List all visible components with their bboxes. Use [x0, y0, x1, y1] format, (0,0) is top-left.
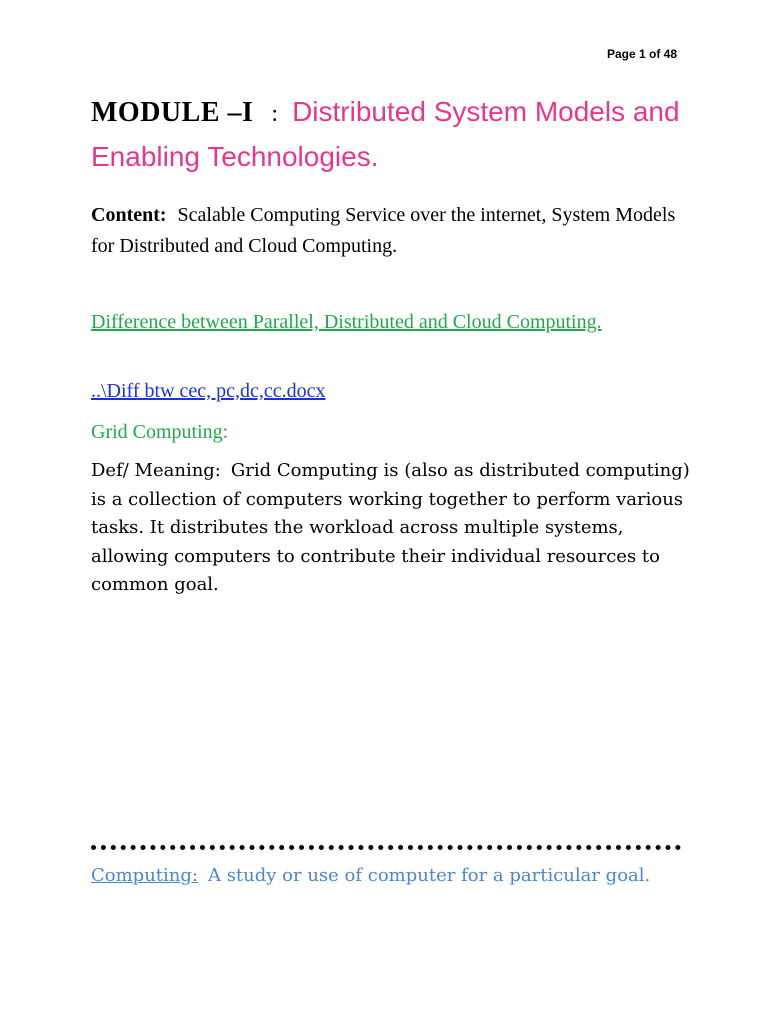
footnote-text: A study or use of computer for a particular goal.: [207, 865, 651, 886]
dotted-divider: [91, 845, 681, 850]
module-title: Distributed System Models and Enabling Technologies.: [91, 96, 680, 172]
module-label: MODULE –I: [91, 97, 254, 128]
content-text: Scalable Computing Service over the internet, System Models for Distributed and Cloud Computing.: [91, 204, 676, 257]
docx-file-link[interactable]: ..\Diff btw cec, pc,dc,cc.docx: [91, 380, 326, 402]
page-number: Page 1 of 48: [606, 47, 677, 61]
definition-label: Def/ Meaning:: [91, 460, 221, 481]
module-heading: [91, 92, 691, 182]
footnote: [91, 861, 691, 891]
content-label: Content:: [91, 204, 167, 226]
content-paragraph: [91, 200, 691, 262]
definition-text: Grid Computing is (also as distributed computing) is a collection of computers working together to perform various tasks. It distributes the workload across multiple systems, allowing computers to contribute their individual resources to common goal.: [91, 460, 690, 595]
grid-computing-heading: Grid Computing:: [91, 421, 229, 443]
footnote-term: Computing:: [91, 865, 198, 886]
difference-link[interactable]: Difference between Parallel, Distributed and Cloud Computing.: [91, 311, 602, 333]
module-separator: :: [271, 101, 279, 127]
definition-paragraph: [91, 457, 691, 600]
